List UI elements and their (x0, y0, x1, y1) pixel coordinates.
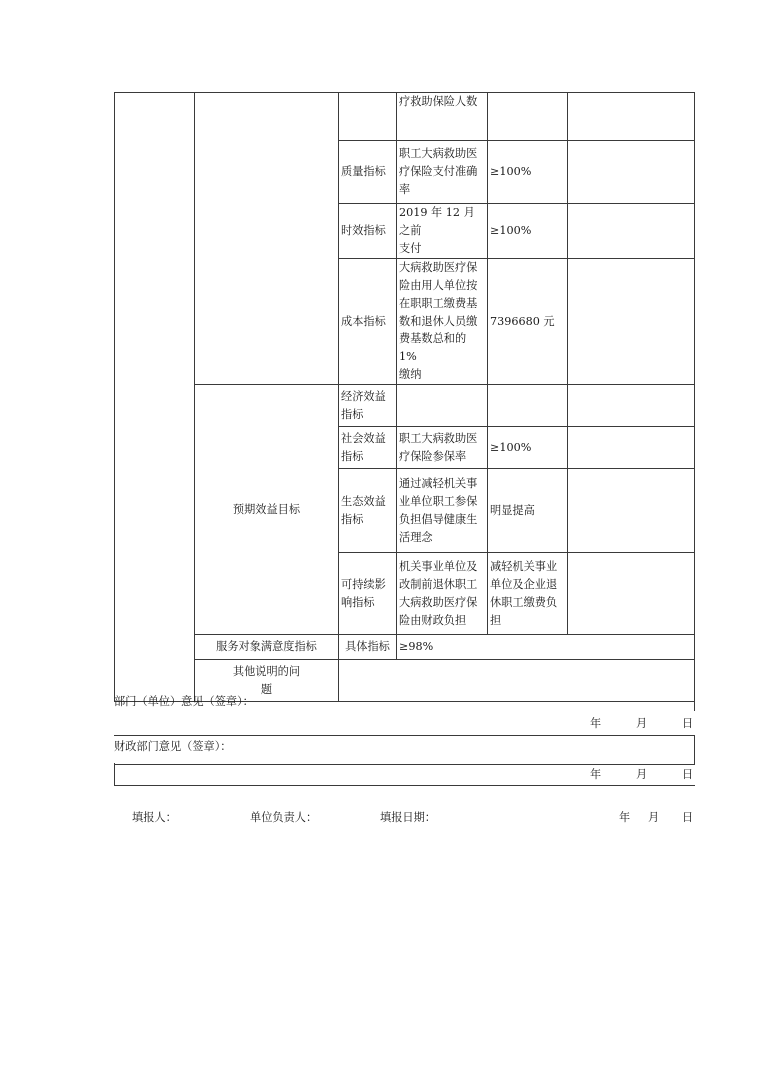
footer-year: 年 (619, 811, 631, 824)
indicator-category-cell: 生态效益 指标 (339, 469, 397, 553)
table-row (115, 635, 695, 660)
indicator-value-cell (488, 385, 568, 427)
dept-opinion-block (114, 689, 694, 733)
indicator-content-cell: 职工大病救助医 疗保险参保率 (397, 427, 488, 469)
remark-cell (568, 385, 695, 427)
service-satisfaction-cell: 服务对象满意度指标 (195, 635, 339, 660)
finance-bottom-rule (114, 785, 695, 786)
indicator-category-cell: 成本指标 (339, 258, 397, 384)
indicator-value-cell: ≥100% (488, 141, 568, 204)
finance-date-day: 日 (682, 768, 694, 781)
remark-cell (568, 204, 695, 259)
indicator-category-cell: 具体指标 (339, 635, 397, 660)
indicator-content-cell (397, 385, 488, 427)
fill-date-label: 填报日期： (380, 811, 436, 824)
remark-cell (568, 553, 695, 635)
remark-cell (568, 427, 695, 469)
indicator-value-cell: 减轻机关事业 单位及企业退 休职工缴费负 担 (488, 553, 568, 635)
indicator-value-cell: ≥100% (488, 204, 568, 259)
right-border-line (694, 689, 695, 711)
indicator-category-cell: 经济效益 指标 (339, 385, 397, 427)
finance-date-year: 年 (590, 768, 602, 781)
dept-date-year: 年 (590, 717, 602, 730)
indicator-content-cell: 机关事业单位及 改制前退休职工 大病救助医疗保 险由财政负担 (397, 553, 488, 635)
remark-cell (568, 141, 695, 204)
finance-opinion-box (114, 735, 695, 765)
expected-benefit-target-cell: 预期效益目标 (195, 385, 339, 635)
footer-day: 日 (682, 811, 694, 824)
indicator-category-cell: 社会效益 指标 (339, 427, 397, 469)
indicator-value-cell (488, 93, 568, 141)
indicator-category-cell: 质量指标 (339, 141, 397, 204)
performance-target-table (114, 92, 695, 702)
indicator-content-cell: 大病救助医疗保 险由用人单位按 在职职工缴费基 数和退休人员缴 费基数总和的 1% 缴纳 (397, 258, 488, 384)
unit-head-label: 单位负责人： (250, 811, 318, 824)
footer-month: 月 (648, 811, 660, 824)
indicator-value-cell: 7396680 元 (488, 258, 568, 384)
col1-blank-cell (115, 93, 195, 702)
finance-left-rule (114, 763, 115, 785)
table-row (115, 93, 695, 141)
indicator-value-cell: 明显提高 (488, 469, 568, 553)
dept-opinion-label: 部门（单位）意见（签章）： (114, 695, 254, 708)
filler-label: 填报人： (132, 811, 177, 824)
finance-date-month: 月 (636, 768, 648, 781)
remark-cell (568, 258, 695, 384)
indicator-value-cell: ≥100% (488, 427, 568, 469)
finance-opinion-label: 财政部门意见（签章）： (114, 740, 232, 753)
col2-blank-cell (195, 93, 339, 385)
indicator-category-cell: 时效指标 (339, 204, 397, 259)
dept-date-month: 月 (636, 717, 648, 730)
remark-cell (568, 93, 695, 141)
dept-date-day: 日 (682, 717, 694, 730)
remark-cell (568, 469, 695, 553)
indicator-content-cell: 疗救助保险人数 (397, 93, 488, 141)
other-description-label: 其他说明的问 题 (195, 660, 339, 702)
indicator-content-cell: 通过减轻机关事 业单位职工参保 负担倡导健康生 活理念 (397, 469, 488, 553)
indicator-content-cell: 职工大病救助医 疗保险支付准确 率 (397, 141, 488, 204)
table-row (115, 385, 695, 427)
indicator-category-cell: 可持续影 响指标 (339, 553, 397, 635)
indicator-content-cell: ≥98% (397, 635, 695, 660)
col3-blank-cell (339, 93, 397, 141)
indicator-content-cell: 2019 年 12 月之前 支付 (397, 204, 488, 259)
